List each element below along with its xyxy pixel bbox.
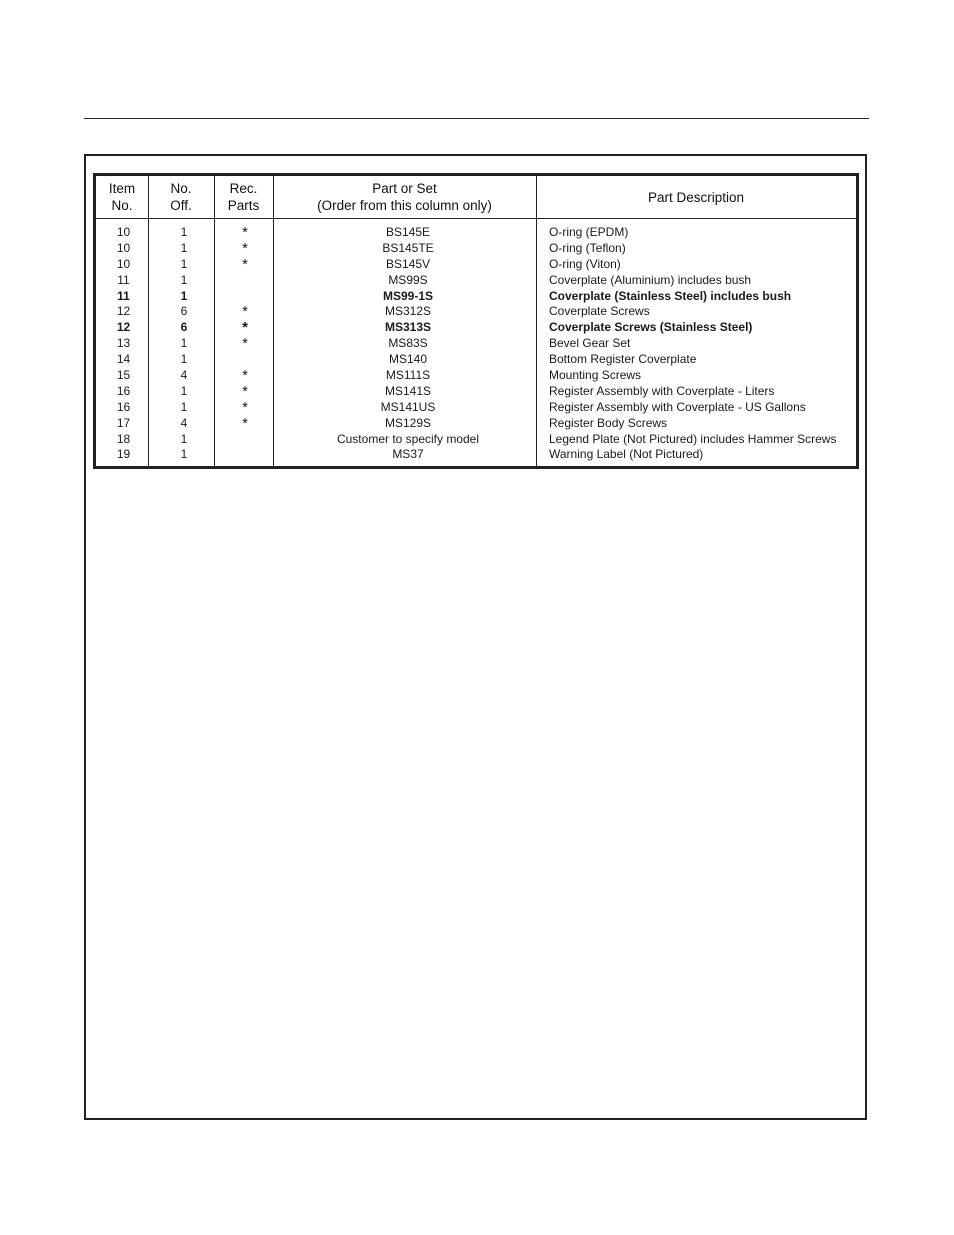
table-row xyxy=(96,241,856,257)
cell-desc: Bottom Register Coverplate xyxy=(549,352,697,367)
cell-part: MS129S xyxy=(384,415,432,430)
table-row xyxy=(96,273,856,289)
cell-off: 1 xyxy=(180,399,188,414)
cell-off: 1 xyxy=(180,256,188,271)
cell-item: 15 xyxy=(116,368,131,383)
parts-table xyxy=(93,173,859,469)
cell-part: MS313S xyxy=(384,320,432,335)
table-row xyxy=(96,416,856,432)
header-text: Off. xyxy=(170,198,192,213)
table-row xyxy=(96,320,856,336)
cell-off: 4 xyxy=(180,415,188,430)
cell-desc: Register Body Screws xyxy=(549,415,668,430)
header-part-description xyxy=(536,176,856,218)
header-text: No. xyxy=(111,198,133,213)
cell-part: MS111S xyxy=(385,368,431,383)
cell-rec: * xyxy=(242,303,248,321)
header-part-or-set xyxy=(273,176,536,218)
cell-part: MS141S xyxy=(384,383,432,398)
header-text: Rec. xyxy=(229,181,258,196)
cell-item: 10 xyxy=(116,256,131,271)
cell-desc: Mounting Screws xyxy=(549,368,642,383)
cell-off: 1 xyxy=(180,240,188,255)
cell-off: 1 xyxy=(180,336,188,351)
cell-part: Customer to specify model xyxy=(336,431,480,446)
cell-part: MS140 xyxy=(388,352,428,367)
cell-part: MS37 xyxy=(392,447,424,462)
cell-item: 16 xyxy=(116,399,131,414)
cell-off: 1 xyxy=(180,272,188,287)
table-body xyxy=(96,225,856,463)
cell-desc: Warning Label (Not Pictured) xyxy=(549,447,704,462)
cell-off: 6 xyxy=(180,320,188,335)
cell-off: 1 xyxy=(180,447,188,462)
cell-item: 12 xyxy=(116,304,131,319)
cell-part: BS145E xyxy=(385,225,431,239)
cell-rec: * xyxy=(242,398,248,416)
cell-part: MS99-1S xyxy=(382,288,434,303)
cell-item: 19 xyxy=(116,447,131,462)
cell-item: 17 xyxy=(116,415,131,430)
cell-off: 1 xyxy=(180,288,188,303)
table-row xyxy=(96,432,856,448)
cell-part: BS145V xyxy=(385,256,431,271)
header-no-off xyxy=(148,176,214,218)
header-text: Parts xyxy=(227,198,260,213)
cell-desc: Bevel Gear Set xyxy=(549,336,631,351)
cell-part: MS83S xyxy=(388,336,428,351)
cell-desc: Coverplate (Aluminium) includes bush xyxy=(549,272,752,287)
cell-rec: * xyxy=(242,414,248,432)
cell-item: 10 xyxy=(116,225,131,239)
cell-off: 1 xyxy=(180,352,188,367)
cell-item: 10 xyxy=(116,240,131,255)
table-row xyxy=(96,352,856,368)
table-row xyxy=(96,384,856,400)
header-rec-parts xyxy=(214,176,273,218)
cell-item: 14 xyxy=(116,352,131,367)
table-row xyxy=(96,447,856,463)
cell-desc: O-ring (Teflon) xyxy=(549,240,626,255)
cell-off: 1 xyxy=(180,225,188,239)
cell-off: 6 xyxy=(180,304,188,319)
header-text: No. xyxy=(170,181,192,196)
header-item-no xyxy=(96,176,148,218)
cell-desc: Coverplate Screws (Stainless Steel) xyxy=(549,320,753,335)
cell-desc: Coverplate Screws xyxy=(549,304,650,319)
cell-rec: * xyxy=(242,224,248,241)
cell-off: 1 xyxy=(180,431,188,446)
cell-item: 18 xyxy=(116,431,131,446)
cell-desc: Register Assembly with Coverplate - Liters xyxy=(549,383,775,398)
cell-rec: * xyxy=(242,382,248,400)
cell-rec: * xyxy=(242,335,248,353)
cell-desc: Register Assembly with Coverplate - US Gallons xyxy=(549,399,806,414)
table-row xyxy=(96,304,856,320)
cell-rec: * xyxy=(242,367,248,385)
cell-off: 4 xyxy=(180,368,188,383)
top-rule xyxy=(84,118,869,119)
cell-desc: O-ring (Viton) xyxy=(549,256,621,271)
cell-desc: Legend Plate (Not Pictured) includes Hammer Screws xyxy=(549,431,837,446)
cell-item: 11 xyxy=(117,272,130,287)
cell-desc: O-ring (EPDM) xyxy=(549,225,629,239)
cell-item: 11 xyxy=(117,288,130,303)
table-row xyxy=(96,336,856,352)
table-header xyxy=(96,176,856,219)
header-text: Part or Set xyxy=(372,181,437,196)
table-row xyxy=(96,225,856,241)
cell-desc: Coverplate (Stainless Steel) includes bush xyxy=(549,288,792,303)
table-row xyxy=(96,400,856,416)
cell-rec: * xyxy=(242,255,248,273)
cell-off: 1 xyxy=(180,383,188,398)
cell-item: 16 xyxy=(116,383,131,398)
table-row xyxy=(96,368,856,384)
header-text: (Order from this column only) xyxy=(317,198,492,213)
cell-rec: * xyxy=(242,239,248,257)
cell-item: 13 xyxy=(116,336,131,351)
cell-part: MS312S xyxy=(384,304,432,319)
cell-part: MS99S xyxy=(388,272,428,287)
table-row xyxy=(96,289,856,305)
header-text: Part Description xyxy=(647,189,745,205)
cell-part: BS145TE xyxy=(382,240,434,255)
header-text: Item xyxy=(108,181,136,196)
cell-part: MS141US xyxy=(380,399,436,414)
cell-item: 12 xyxy=(116,320,131,335)
cell-rec: * xyxy=(242,319,248,337)
table-row xyxy=(96,257,856,273)
